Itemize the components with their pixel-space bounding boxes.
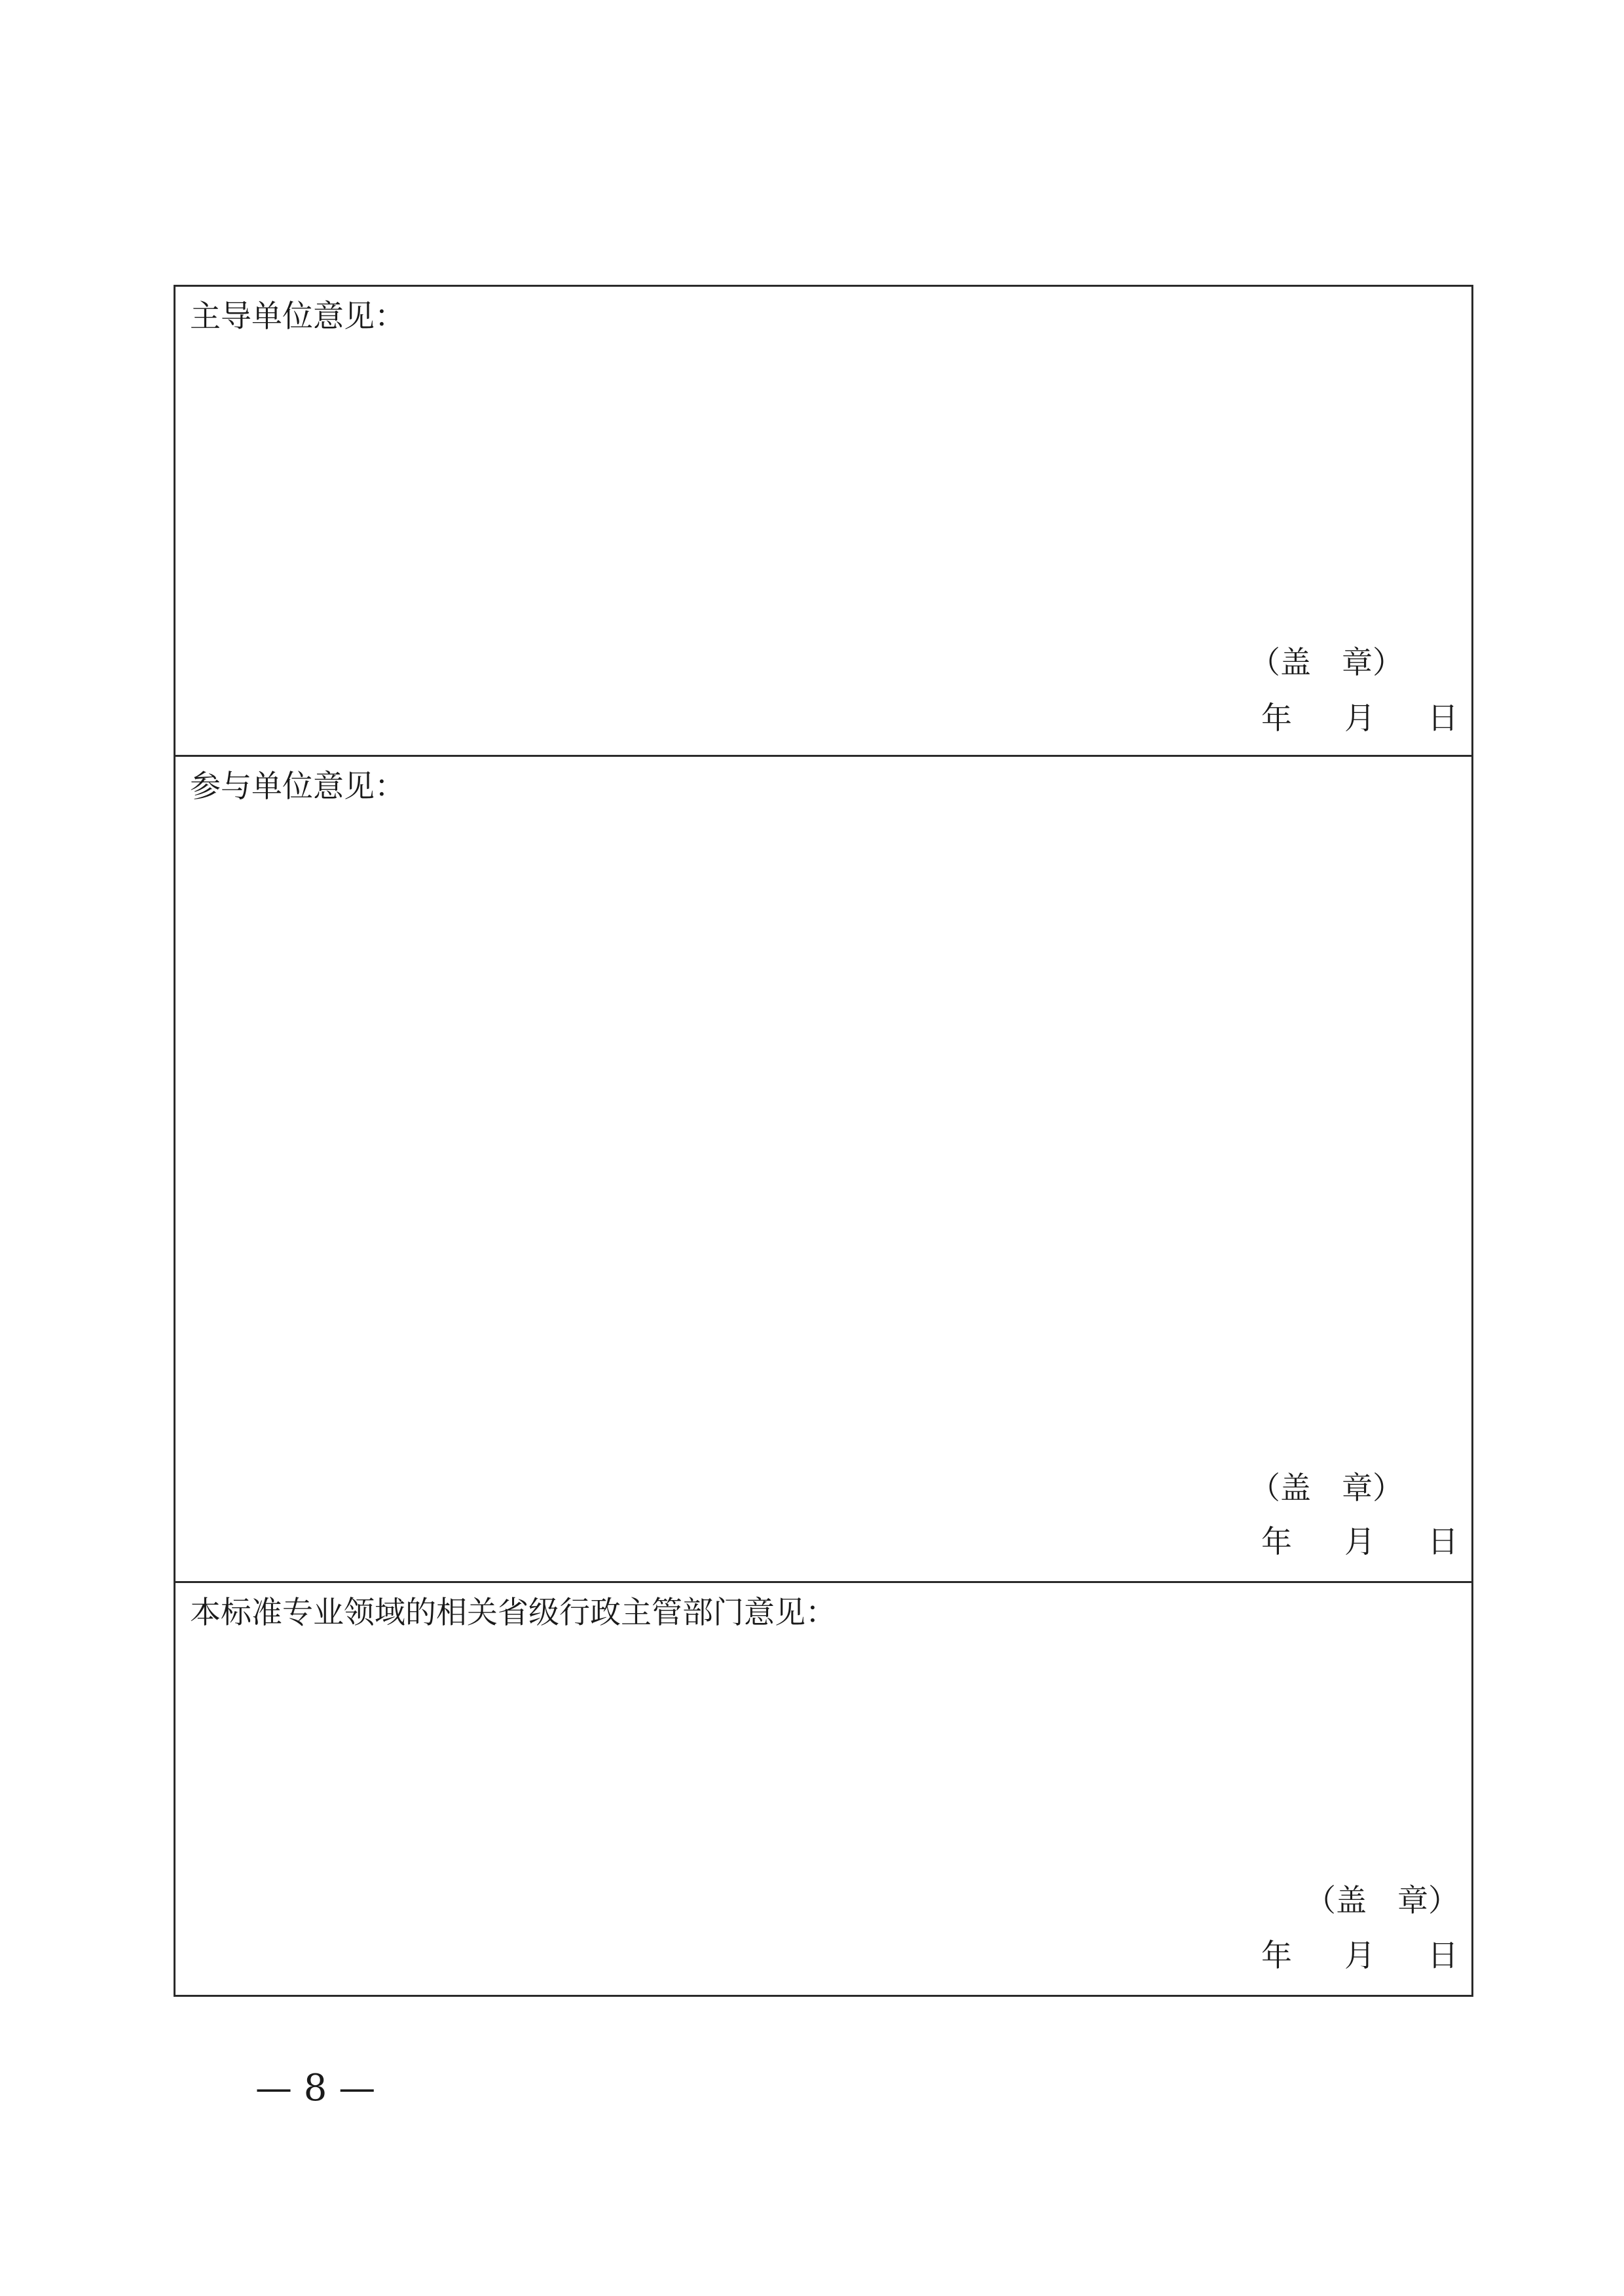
- date-year-label: 年: [1261, 701, 1292, 737]
- date-month-label: 月: [1344, 1938, 1375, 1974]
- date-month-label: 月: [1344, 1524, 1375, 1560]
- lead-unit-opinion-label: 主导单位意见：: [190, 299, 405, 335]
- seal-label: （盖 章）: [1305, 1883, 1459, 1919]
- opinion-table: [174, 285, 1473, 1997]
- seal-label: （盖 章）: [1249, 1470, 1403, 1506]
- seal-label: （盖 章）: [1249, 645, 1403, 681]
- date-day-label: 日: [1428, 1524, 1458, 1560]
- date-year-label: 年: [1261, 1938, 1292, 1974]
- date-line: [1261, 1523, 1458, 1562]
- date-line: [1261, 1937, 1458, 1976]
- provincial-authority-opinion-section[interactable]: [175, 1583, 1471, 1995]
- date-day-label: 日: [1428, 1938, 1458, 1974]
- participating-unit-opinion-section[interactable]: [175, 757, 1471, 1583]
- date-year-label: 年: [1261, 1524, 1292, 1560]
- page-number: — 8 —: [255, 2067, 376, 2109]
- date-month-label: 月: [1344, 701, 1375, 737]
- date-line: [1261, 699, 1458, 738]
- date-day-label: 日: [1428, 701, 1458, 737]
- provincial-authority-opinion-label: 本标准专业领域的相关省级行政主管部门意见：: [190, 1595, 836, 1631]
- lead-unit-opinion-section[interactable]: [175, 287, 1471, 757]
- participating-unit-opinion-label: 参与单位意见：: [190, 769, 405, 805]
